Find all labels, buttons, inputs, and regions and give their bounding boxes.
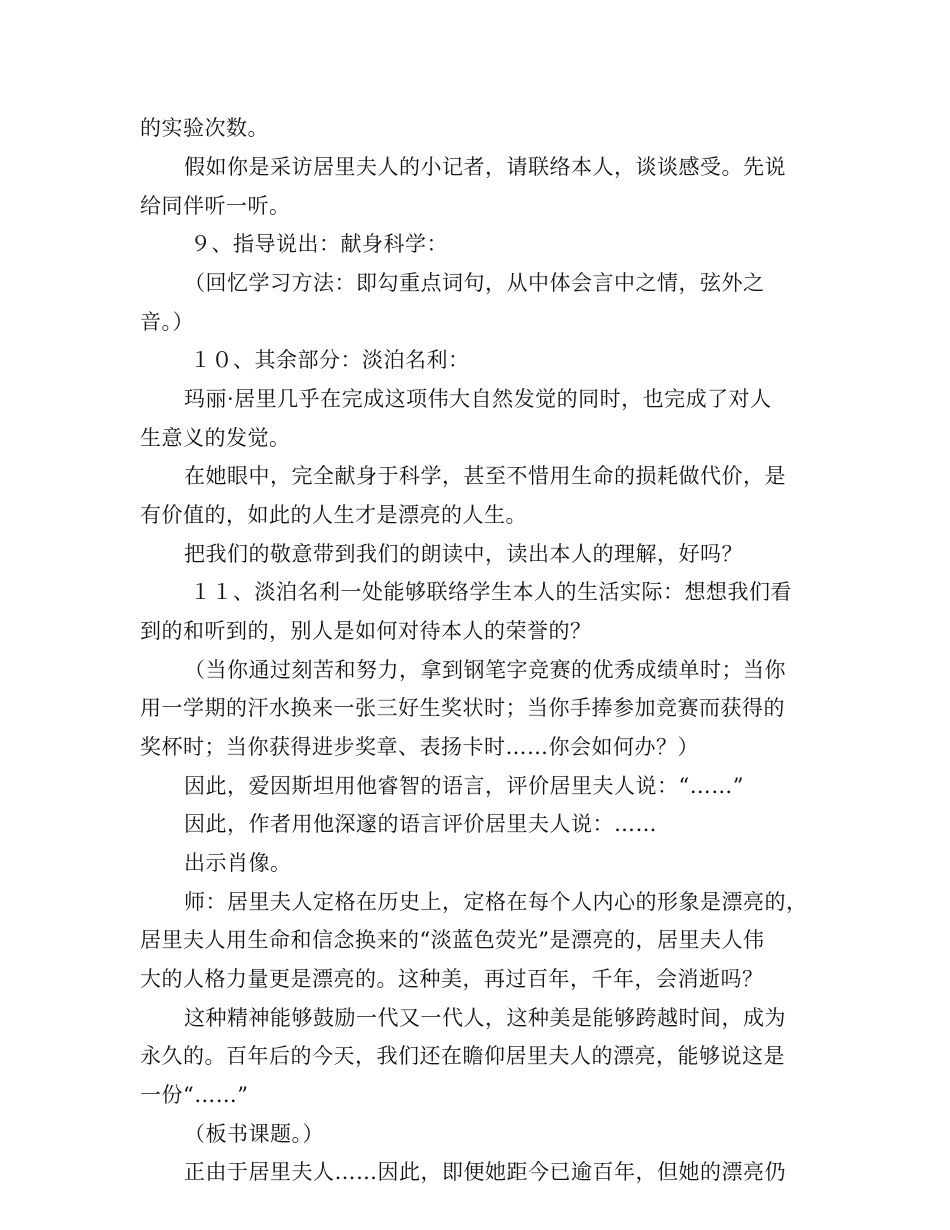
text-line: 师：居里夫人定格在历史上，定格在每个人内心的形象是漂亮的， [184,890,808,914]
text-line: 生意义的发觉。 [140,426,291,450]
text-line: 音。） [140,310,194,334]
text-line: 因此，爱因斯坦用他睿智的语言，评价居里夫人说：“……” [184,774,744,798]
text-line: 假如你是采访居里夫人的小记者，请联络本人，谈谈感受。先说 [184,155,786,179]
text-line: 玛丽·居里几乎在完成这项伟大自然发觉的同时，也完成了对人 [184,387,772,411]
text-line: （板书课题。） [184,1122,324,1146]
text-line: 给同伴听一听。 [140,194,291,218]
text-line: （回忆学习方法：即勾重点词句，从中体会言中之情，弦外之 [184,271,765,295]
text-line: 把我们的敬意带到我们的朗读中，读出本人的理解，好吗？ [184,542,743,566]
text-line: 一份“……” [140,1083,249,1107]
text-line: ９、指导说出：献身科学： [190,232,448,256]
text-line: 的实验次数。 [140,116,269,140]
text-line: 正由于居里夫人……因此，即便她距今已逾百年，但她的漂亮仍 [184,1160,786,1184]
text-line: 居里夫人用生命和信念换来的“淡蓝色荧光”是漂亮的，居里夫人伟 [140,928,765,952]
text-line: （当你通过刻苦和努力，拿到钢笔字竞赛的优秀成绩单时；当你 [184,658,786,682]
text-line: 出示肖像。 [184,851,292,875]
text-line: 大的人格力量更是漂亮的。这种美，再过百年，千年，会消逝吗？ [140,967,764,991]
text-line: １１、淡泊名利一处能够联络学生本人的生活实际：想想我们看 [190,580,792,604]
text-line: 这种精神能够鼓励一代又一代人，这种美是能够跨越时间，成为 [184,1006,786,1030]
text-line: 有价值的，如此的人生才是漂亮的人生。 [140,503,527,527]
text-line: 到的和听到的，别人是如何对待本人的荣誉的？ [140,619,592,643]
text-line: 因此，作者用他深邃的语言评价居里夫人说：…… [184,812,657,836]
text-line: 奖杯时；当你获得进步奖章、表扬卡时……你会如何办？） [140,735,699,759]
text-line: 在她眼中，完全献身于科学，甚至不惜用生命的损耗做代价，是 [184,464,786,488]
text-line: 永久的。百年后的今天，我们还在瞻仰居里夫人的漂亮，能够说这是 [140,1044,785,1068]
text-line: １０、其余部分：淡泊名利： [190,348,470,372]
text-line: 用一学期的汗水换来一张三好生奖状时；当你手捧参加竞赛而获得的 [140,696,785,720]
